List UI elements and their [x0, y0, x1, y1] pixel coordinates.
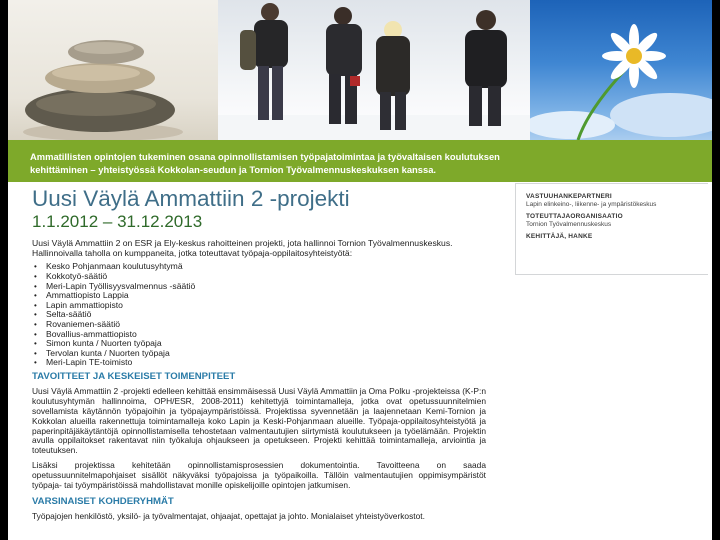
target-groups-heading: VARSINAISET KOHDERYHMÄT: [32, 496, 174, 507]
list-item: • Lapin ammattiopisto: [34, 299, 123, 310]
list-item: • Kesko Pohjanmaan koulutusyhtymä: [34, 261, 183, 272]
bullet-icon: •: [34, 310, 37, 320]
bullet-icon: •: [34, 262, 37, 272]
bullet-icon: •: [34, 339, 37, 349]
intro-paragraph: Uusi Väylä Ammattiin 2 on ESR ja Ely-keskus rahoitteinen projekti, jota hallinnoi Tornion Työvalmennuskeskus. Hallinnoivalla taholla on kumppaneita, jotka toteuttavat työpaja-oppilaitosyhteistyötä:: [32, 238, 453, 259]
bullet-icon: •: [34, 300, 37, 310]
bullet-icon: •: [34, 291, 37, 301]
goals-paragraph-1: Uusi Väylä Ammattiin 2 -projekti edelleen kehittää ensimmäisessä Uusi Väylä Ammattiin ja Oma Polku -projekteissa (K-P:n koulutusyhtymän hallinnoima, OPH/ESR, 2008-2011) kehitettyjä toimintamalleja, jotka ovat opetussuunnitelmien sovellamista käytännön työpajoihin ja työpajaympäristöissä. Projektissa syvennetään ja laajennetaan Kemi-Tornion ja Kokkolan alueilla rakennettuja toimintamalleja koko Lapin ja Keski-Pohjanmaan alueille. Työpaja-oppilaitosyhteistyötä ja paperinpitäjäkäytäntöjä opinnollistamisella tehostetaan valmentautujien siirtymistä koulutukseen ja työelämään. Projektin avulla oppilaitokset rakentavat niin työkaluja ohjaukseen ja opetukseen. Projekti kehittää toimintamalleja, arviointia ja toteutuksen.: [32, 385, 486, 456]
brochure-page: [8, 0, 712, 540]
list-item: • Simon kunta / Nuorten työpaja: [34, 338, 162, 349]
main-column: [32, 186, 486, 527]
people-in-snow-photo: [218, 0, 530, 140]
list-item: • Kokkotyö-säätiö: [34, 271, 108, 281]
stones-image: [8, 0, 218, 140]
people-image: [218, 0, 530, 140]
target-groups-paragraph: Työpajojen henkilöstö, yksilö- ja työvalmentajat, ohjaajat, opettajat ja johto. Monialaiset yhteistyöverkostot.: [32, 511, 425, 521]
banner-text: Ammatillisten opintojen tukeminen osana opinnollistamisen työpajatoimintaa ja työvaltaisen koulutuksen kehittäminen – yhteistyössä Kokkolan-seudun ja Tornion Työvalmennuskeskuksen kanssa.: [30, 151, 500, 175]
list-item: • Rovaniemen-säätiö: [34, 318, 121, 329]
list-item: • Bovallius-ammattiopisto: [34, 328, 137, 339]
goals-paragraph-2: Lisäksi projektissa kehitetään opinnollistamisprosessien dokumentointia. Tavoitteena on saada opetussuunnitelmapohjaiset sisällöt näkyväksi työpajoissa ja työpaikoilla. Tällöin valmentautujien oppimisympäristöt työpaja- tai työympäristöissä mahdollistavat monille opiskelijoille opintojen jatkumisen.: [32, 460, 486, 491]
green-banner: [8, 140, 712, 182]
list-item: • Meri-Lapin Työllisyysvalmennus -säätiö: [34, 280, 196, 291]
project-title: Uusi Väylä Ammattiin 2 -projekti: [32, 186, 350, 211]
bullet-icon: •: [34, 358, 37, 368]
bullet-icon: •: [34, 329, 37, 339]
info-admin-value: Lapin elinkeino-, liikenne- ja ympäristökeskus: [526, 201, 657, 208]
list-item: • Tervolan kunta / Nuorten työpaja: [34, 347, 170, 358]
list-item: • Meri-Lapin TE-toimisto: [34, 357, 133, 368]
project-dates: 1.1.2012 – 31.12.2013: [32, 212, 203, 231]
info-box: [515, 183, 708, 275]
bullet-icon: •: [34, 272, 37, 281]
info-org-label: TOTEUTTAJAORGANISAATIO: [526, 213, 623, 220]
bullet-icon: •: [34, 281, 37, 291]
info-admin-label: VASTUUHANKEPARTNERI: [526, 193, 612, 200]
stacked-stones-photo: [8, 0, 218, 140]
goals-heading: TAVOITTEET JA KESKEISET TOIMENPITEET: [32, 370, 236, 382]
bullet-icon: •: [34, 319, 37, 329]
info-org-value: Tornion Työvalmennuskeskus: [526, 221, 612, 228]
bullet-icon: •: [34, 348, 37, 358]
daisy-image: [530, 0, 712, 140]
header-photo-strip: [8, 0, 712, 140]
partner-list: [32, 262, 486, 368]
daisy-sky-photo: [530, 0, 712, 140]
list-item: • Ammattiopisto Lappia: [34, 290, 129, 301]
list-item: • Selta-säätiö: [34, 309, 92, 320]
info-contact-label: KEHITTÄJÄ, HANKE: [526, 233, 593, 240]
